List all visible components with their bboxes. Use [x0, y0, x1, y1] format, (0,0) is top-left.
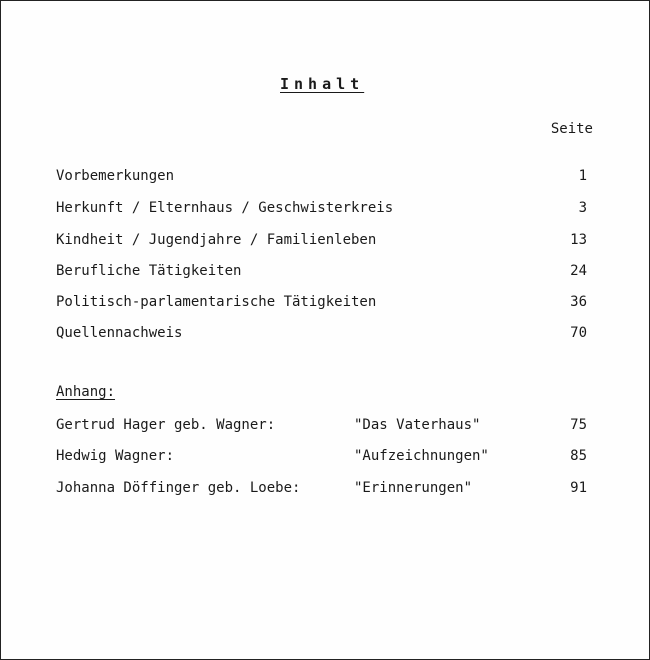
appendix-entry	[56, 478, 587, 498]
toc-entry-page: 1	[578, 168, 587, 184]
appendix-entry-page: 91	[570, 480, 587, 496]
appendix-entry-page: 75	[570, 417, 587, 433]
appendix-entry-page: 85	[570, 448, 587, 464]
toc-entry-page: 70	[570, 325, 587, 341]
appendix-entry	[56, 415, 587, 435]
toc-entry-label: Kindheit / Jugendjahre / Familienleben	[56, 232, 377, 248]
toc-entry	[56, 261, 587, 281]
appendix-entry	[56, 446, 587, 466]
toc-entry	[56, 292, 587, 312]
toc-entry-page: 24	[570, 263, 587, 279]
toc-entry-label: Politisch-parlamentarische Tätigkeiten	[56, 294, 377, 310]
appendix-entry-work: "Aufzeichnungen"	[354, 448, 489, 464]
page-title: Inhalt	[280, 75, 365, 93]
page-column-header: Seite	[550, 121, 593, 137]
toc-entry-label: Vorbemerkungen	[56, 168, 175, 184]
toc-entry	[56, 230, 587, 250]
appendix-entry-work: "Erinnerungen"	[354, 480, 473, 496]
toc-entry-label: Berufliche Tätigkeiten	[56, 263, 242, 279]
appendix-entry-author: Gertrud Hager geb. Wagner:	[56, 417, 276, 433]
appendix-entry-author: Johanna Döffinger geb. Loebe:	[56, 480, 301, 496]
appendix-entry-author: Hedwig Wagner:	[56, 448, 175, 464]
toc-entry-page: 36	[570, 294, 587, 310]
toc-entry	[56, 323, 587, 343]
toc-entry	[56, 198, 587, 218]
toc-entry-page: 3	[578, 200, 587, 216]
toc-entry-label: Quellennachweis	[56, 325, 183, 341]
appendix-heading: Anhang:	[56, 384, 116, 400]
toc-entry-page: 13	[570, 232, 587, 248]
toc-entry	[56, 166, 587, 186]
toc-entry-label: Herkunft / Elternhaus / Geschwisterkreis	[56, 200, 394, 216]
appendix-entry-work: "Das Vaterhaus"	[354, 417, 481, 433]
